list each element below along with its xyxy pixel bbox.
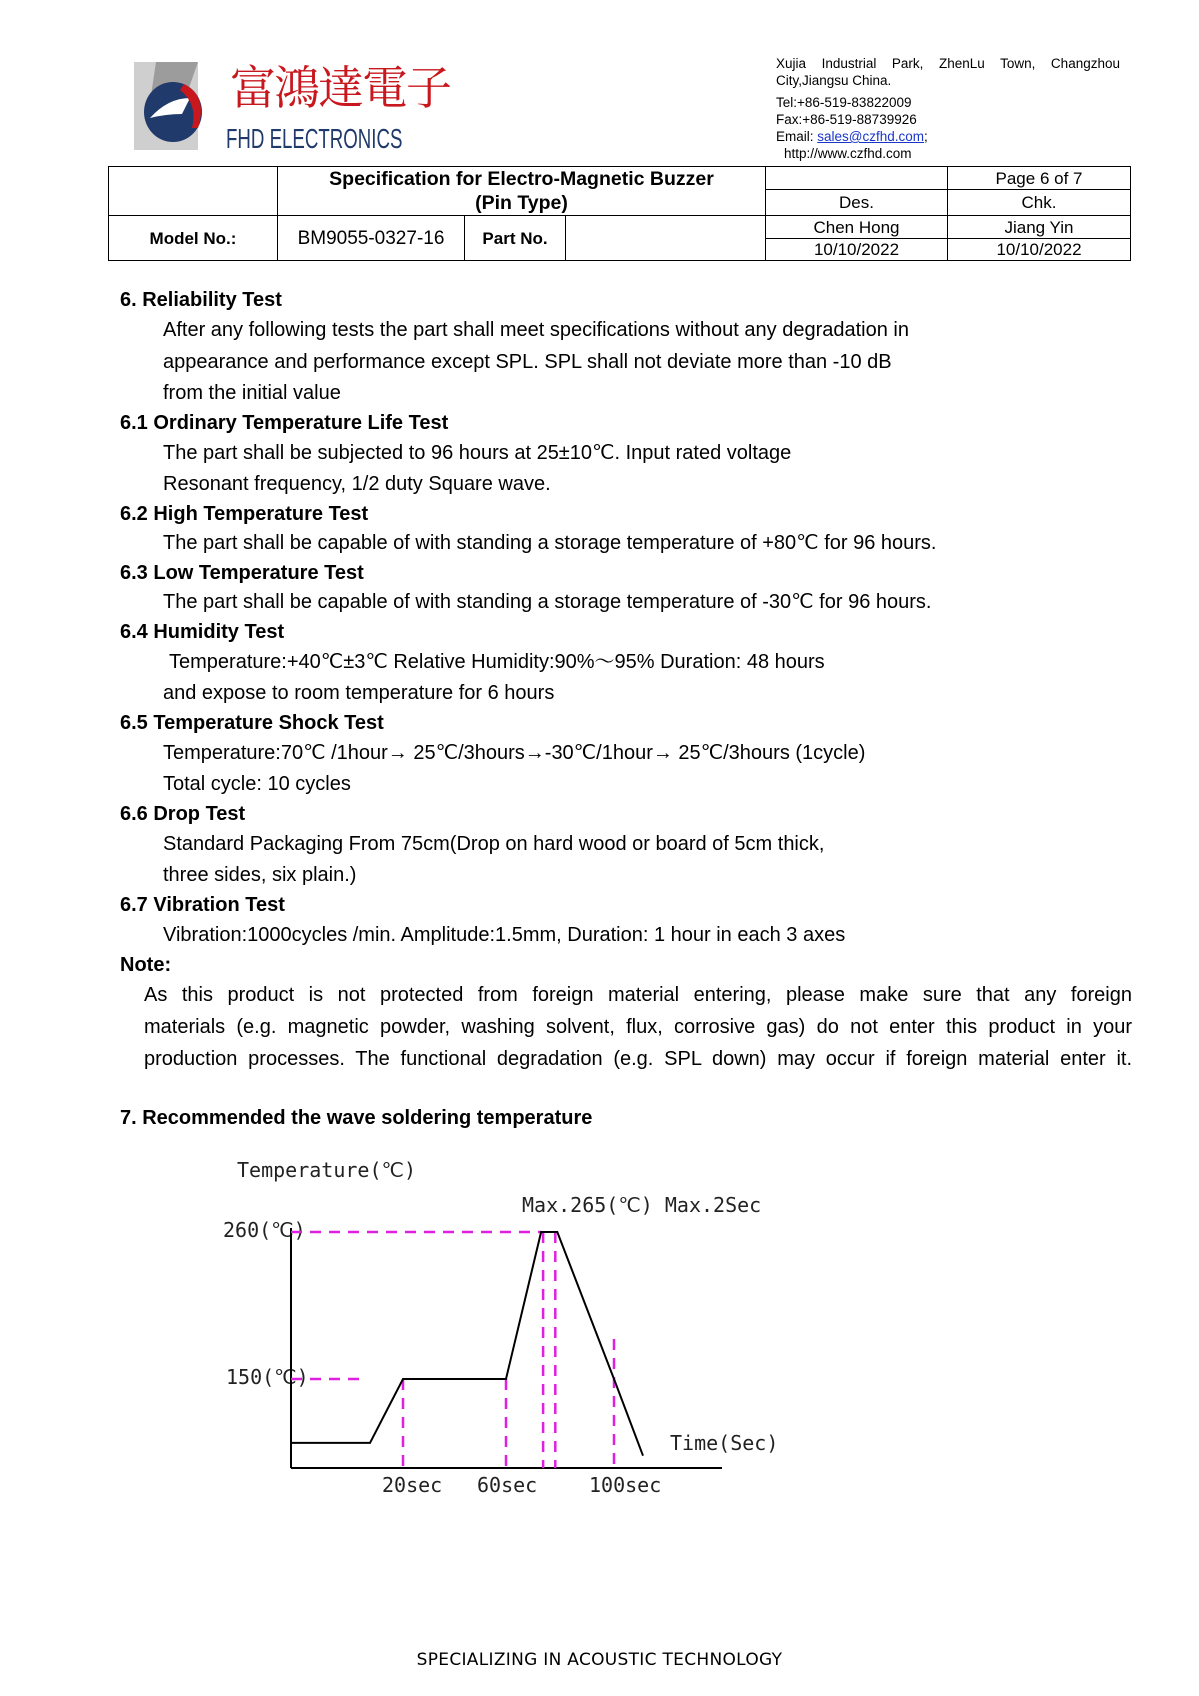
y-axis-label: Temperature(℃) [237,1158,416,1182]
email-link[interactable]: sales@czfhd.com [817,129,925,144]
section-heading: 6.4 Humidity Test [120,621,285,643]
paragraph-line: The part shall be capable of with standing a storage temperature of +80℃ for 96 hours. [163,532,937,554]
spec-title: Specification for Electro-Magnetic Buzzer (Pin Type) [278,167,766,216]
paragraph-line: Resonant frequency, 1/2 duty Square wave. [163,473,551,495]
checker-name: Jiang Yin [948,216,1131,239]
paragraph-line: The part shall be subjected to 96 hours at 25±10℃. Input rated voltage [163,442,792,464]
svg-text:FHD ELECTRONICS: FHD ELECTRONICS [226,122,403,155]
designer-label: Des. [766,190,948,216]
paragraph-line: Vibration:1000cycles /min. Amplitude:1.5mm, Duration: 1 hour in each 3 axes [163,924,846,946]
page-number: Page 6 of 7 [948,167,1131,190]
paragraph-line: Standard Packaging From 75cm(Drop on hard wood or board of 5cm thick, [163,833,825,855]
phone-number: Tel:+86-519-83822009 [776,95,912,110]
footer-tagline: SPECIALIZING IN ACOUSTIC TECHNOLOGY [416,1650,783,1670]
section-heading: 6.1 Ordinary Temperature Life Test [120,412,449,434]
note-heading: Note: [120,954,172,976]
section-heading: 6.6 Drop Test [120,803,246,825]
note-line: As this product is not protected from foreign material entering, please make sure that any foreign [144,984,1132,1006]
x-axis-label: Time(Sec) [670,1431,779,1455]
x-tick-label: 20sec [382,1473,443,1497]
section-heading: 7. Recommended the wave soldering temperature [120,1107,593,1129]
section-heading: 6.3 Low Temperature Test [120,562,364,584]
section-heading: 6.7 Vibration Test [120,894,285,916]
paragraph-line: Temperature:+40℃±3℃ Relative Humidity:90%～95% Duration: 48 hours [169,651,825,673]
guide-lines [291,1232,614,1468]
y-tick-label: 260(℃) [223,1218,306,1242]
section-heading: 6.5 Temperature Shock Test [120,712,384,734]
address-line-2: City,Jiangsu China. [776,73,892,88]
x-tick-label: 60sec [477,1473,538,1497]
note-line: production processes. The functional degradation (e.g. SPL down) may occur if foreign material enter it. [144,1048,1132,1070]
paragraph-line: from the initial value [163,382,341,404]
section-heading: 6.2 High Temperature Test [120,503,369,525]
paragraph-line: After any following tests the part shall meet specifications without any degradation in [163,319,909,341]
paragraph-line: appearance and performance except SPL. SPL shall not deviate more than -10 dB [163,351,892,373]
paragraph-line: Temperature:70℃ /1hour→ 25℃/3hours→-30℃/1hour→ 25℃/3hours (1cycle) [163,742,866,764]
fax-number: Fax:+86-519-88739926 [776,112,917,127]
email-line: Email: sales@czfhd.com; [776,129,928,144]
temperature-profile-line [291,1232,643,1456]
section-heading: 6. Reliability Test [120,289,282,311]
peak-annotation: Max.265(℃) Max.2Sec [522,1193,762,1217]
paragraph-line: and expose to room temperature for 6 hours [163,682,555,704]
designer-date: 10/10/2022 [766,239,948,261]
website-link[interactable]: http://www.czfhd.com [784,146,912,161]
model-number: BM9055-0327-16 [278,216,465,261]
x-tick-label: 100sec [589,1473,662,1497]
checker-date: 10/10/2022 [948,239,1131,261]
paragraph-line: three sides, six plain.) [163,864,357,886]
svg-text:富鴻達電子: 富鴻達電子 [230,61,450,115]
email-label: Email: [776,129,814,144]
part-label: Part No. [465,216,566,261]
y-tick-label: 150(℃) [226,1365,309,1389]
address-line: Xujia Industrial Park, ZhenLu Town, Changzhou [776,56,1120,71]
checker-label: Chk. [948,190,1131,216]
paragraph-line: The part shall be capable of with standing a storage temperature of -30℃ for 96 hours. [163,591,932,613]
note-line: materials (e.g. magnetic powder, washing solvent, flux, corrosive gas) do not enter this product in your [144,1016,1132,1038]
model-label: Model No.: [109,216,278,261]
paragraph-line: Total cycle: 10 cycles [163,773,351,795]
designer-name: Chen Hong [766,216,948,239]
